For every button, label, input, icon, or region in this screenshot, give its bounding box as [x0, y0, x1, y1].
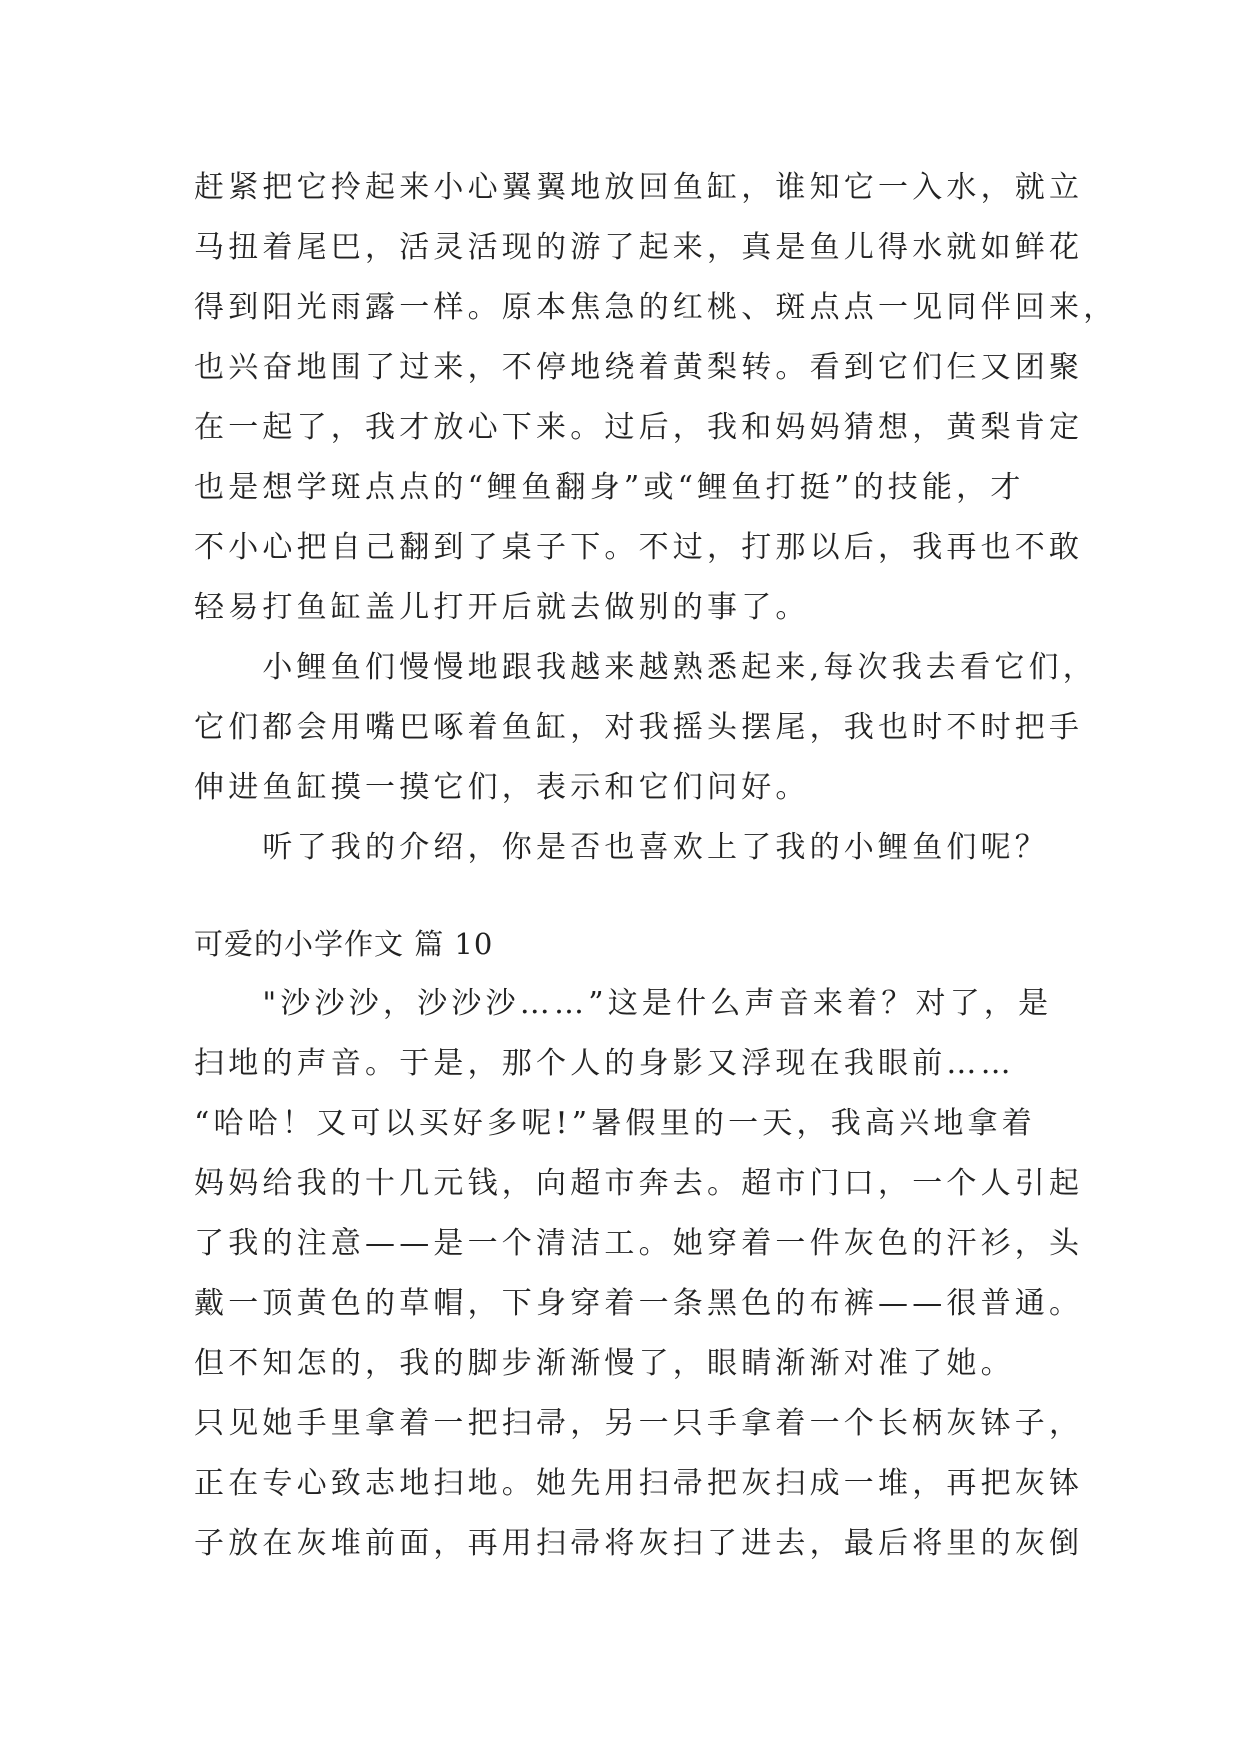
text-line: “哈哈！又可以买好多呢!”暑假里的一天，我高兴地拿着 — [194, 1106, 1036, 1141]
text-line: 小鲤鱼们慢慢地跟我越来越熟悉起来,每次我去看它们， — [194, 650, 1097, 685]
section-spacer — [194, 878, 1054, 914]
text-line: 听了我的介绍，你是否也喜欢上了我的小鲤鱼们呢？ — [194, 830, 1049, 865]
text-line: 它们都会用嘴巴啄着鱼缸，对我摇头摆尾，我也时不时把手 — [194, 710, 1084, 745]
essay-10-body — [194, 974, 1084, 1574]
text-line: 轻易打鱼缸盖儿打开后就去做别的事了。 — [194, 590, 810, 625]
text-line: 戴一顶黄色的草帽，下身穿着一条黑色的布裤——很普通。 — [194, 1286, 1084, 1321]
text-line: 正在专心致志地扫地。她先用扫帚把灰扫成一堆，再把灰钵 — [194, 1466, 1084, 1501]
text-line: 马扭着尾巴，活灵活现的游了起来，真是鱼儿得水就如鲜花 — [194, 230, 1084, 265]
text-line: 只见她手里拿着一把扫帚，另一只手拿着一个长柄灰钵子， — [194, 1406, 1084, 1441]
text-line: 扫地的声音。于是，那个人的身影又浮现在我眼前…… — [194, 1046, 1015, 1081]
text-line: 得到阳光雨露一样。原本焦急的红桃、斑点点一见同伴回来， — [194, 290, 1118, 325]
text-line: 在一起了，我才放心下来。过后，我和妈妈猜想，黄梨肯定 — [194, 410, 1084, 445]
document-body — [194, 158, 1118, 1574]
text-line: "沙沙沙，沙沙沙……”这是什么声音来着？对了，是 — [194, 986, 1053, 1021]
text-line: 也是想学斑点点的“鲤鱼翻身”或“鲤鱼打挺”的技能，才 — [194, 470, 1025, 505]
text-line: 赶紧把它拎起来小心翼翼地放回鱼缸，谁知它一入水，就立 — [194, 170, 1084, 205]
text-line: 子放在灰堆前面，再用扫帚将灰扫了进去，最后将里的灰倒 — [194, 1526, 1084, 1561]
text-line: 了我的注意——是一个清洁工。她穿着一件灰色的汗衫，头 — [194, 1226, 1084, 1261]
text-line: 但不知怎的，我的脚步渐渐慢了，眼睛渐渐对准了她。 — [194, 1346, 1015, 1381]
section-title: 可爱的小学作文 篇 10 — [194, 927, 494, 961]
text-line: 伸进鱼缸摸一摸它们，表示和它们问好。 — [194, 770, 810, 805]
text-line: 妈妈给我的十几元钱，向超市奔去。超市门口，一个人引起 — [194, 1166, 1084, 1201]
text-line: 不小心把自己翻到了桌子下。不过，打那以后，我再也不敢 — [194, 530, 1084, 565]
text-line: 也兴奋地围了过来，不停地绕着黄梨转。看到它们仨又团聚 — [194, 350, 1084, 385]
essay-9-continuation — [194, 158, 1118, 878]
